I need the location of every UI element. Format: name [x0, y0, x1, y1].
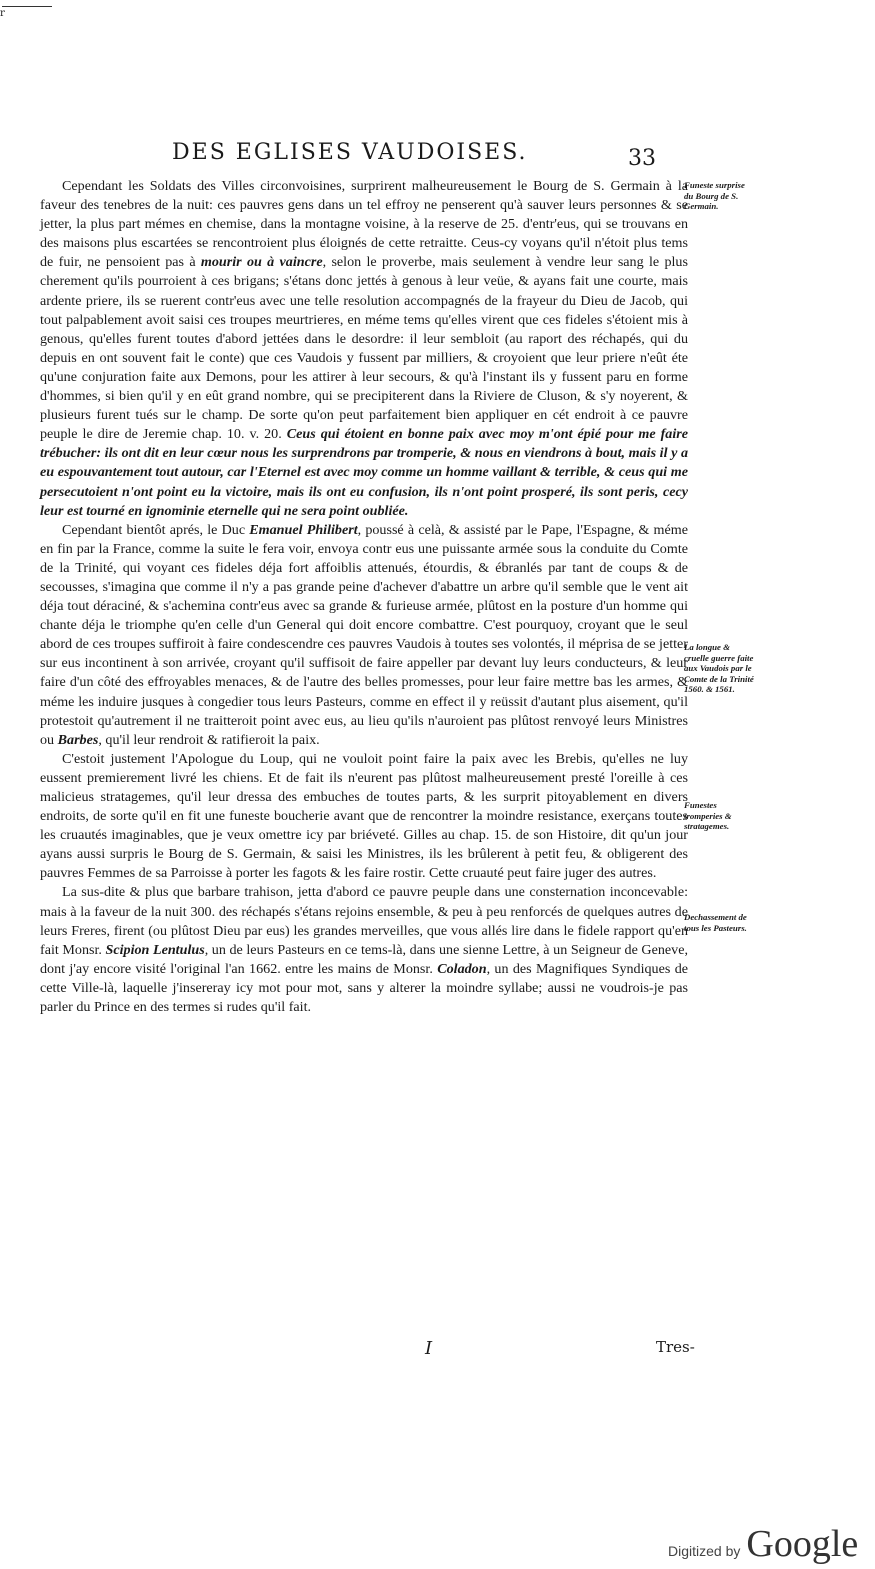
emphasis-text: Coladon [437, 960, 487, 977]
signature-mark: I [425, 1338, 433, 1359]
emphasis-text: Scipion Lentulus [105, 941, 205, 958]
text-run: Cependant les Soldats des Villes circonvoisines, surprirent malheureusement le Bourg de S. Germain à la faveur des tenebres de la nuit: ces pauvres gens dans un tel effroy ne penserent qu'à sauver leurs personnes & se jetter, la plus part mémes en chemise, dans la montagne voisine, à la reserve de 25. d'entr'eus, qui se trouvans en des maisons plus escartées se rencontroient plus éloignés de cette retraitte. Ceus-cy voyans qu'il n'étoit plus tems de fuir, ne pensoient pas à [40, 178, 688, 271]
text-run: , un de leurs Pasteurs en ce tems-là, dans une sienne Lettre, à un Seigneur de Geneve, dont j'ay encore visité l'original l'an 1662. entre les mains de Monsr. [40, 941, 688, 977]
emphasis-text: Barbes [57, 731, 99, 748]
text-run: , un des Magnifiques Syndiques de cette Ville-là, laquelle j'insereray icy mot pour mot, sans y alterer la moindre syllabe; aussi ne voudrois-je pas parler du Prince en des termes si rudes qu'il fait. [40, 960, 688, 1016]
margin-note: Funestes tromperies & stratagemes. [684, 800, 732, 831]
emphasis-text: Ceus qui étoient en bonne paix avec moy m'ont épié pour me faire trébucher: ils ont dit en leur cœur nous les surprendrons par tromperie, & nous en viendrons à bout, mais il y a eu espouvantement tout autour, car l'Eternel est avec moy comme un homme vaillant & terrible, & ceus qui me persecutoient n'ont point eu la victoire, mais ils ont eu confusion, ils n'ont point prosperé, ils sont peris, cecy leur est tourné en ignominie eternelle qui ne sera point oubliée. [40, 426, 688, 519]
watermark-prefix: Digitized by [668, 1543, 741, 1559]
margin-note: La longue & cruelle guerre faite aux Vaudois par le Comte de la Trinité 1560. & 1561. [684, 642, 754, 694]
catchword: Tres- [656, 1338, 695, 1356]
text-run: Cependant bientôt aprés, le Duc [62, 521, 250, 538]
google-watermark [668, 1522, 858, 1566]
text-run: , selon le proverbe, mais seulement à vendre leur sang le plus cherement qu'ils pourroient à ces brigans; s'étans donc jettés à genous à leur veüe, & ayans fait une courte, mais ardente priere, ils se ruerent contr'eus avec une telle resolution accompagnés de la frayeur du Dieu de Jacob, qui tout palpablement avoit saisi ces troupes meurtrieres, en méme tems qu'elles virent que ces fideles s'étoient mis à genous, qu'elles furent toutes d'abord jettées dans le desordre: il leur sembloit (au raport des réchapés, qui du depuis en ont souvent fait le conte) que ces Vaudois y fussent par milliers, & croyoient que leur priere n'eût éte qu'une conjuration faite aux Demons, pour les attirer à leur secours, & qu'à l'instant ils y fussent paru en forme d'hommes, si bien qu'il y en eût grand nombre, qui se precipiterent dans la Riviere de Cluson, & s'y noyerent, & plusieurs furent tués sur le champ. De sorte qu'on peut parfaitement bien appliquer en cét endroit à ce pauvre peuple le dire de Jeremie chap. 10. v. 20. [40, 254, 688, 443]
main-text [40, 177, 688, 1017]
emphasis-text: Emanuel Philibert [249, 521, 358, 538]
paragraph [40, 750, 688, 884]
text-run: , qu'il leur rendroit & ratifieroit la paix. [98, 731, 320, 748]
running-header: DES EGLISES VAUDOISES. [172, 140, 528, 165]
text-run: La sus-dite & plus que barbare trahison, jetta d'abord ce pauvre peuple dans une consternation inconcevable: mais à la faveur de la nuit 300. des réchapés s'étans rejoins ensemble, & peu à peu renforcés de quelques autres de leurs Freres, firent (ou plûtost Dieu par eus) les grandes merveilles, que vous allés lire dans le fidele rapport qu'en fait Monsr. [40, 884, 688, 958]
google-logo: Google [746, 1523, 859, 1565]
paragraph [40, 883, 688, 1017]
page-number: 33 [628, 146, 656, 171]
margin-note: Dechassement de tous les Pasteurs. [684, 912, 747, 933]
text-run: , poussé à celà, & assisté par le Pape, l'Espagne, & méme en fin par la France, comme la suite le fera voir, envoya contr eus une puissante armée sous la conduite du Comte de la Trinité, qui voyant ces fideles déja fort affoiblis attenués, étourdis, & ébranlés par tant de coups & de secousses, s'imagina que comme il n'y a pas grande peine d'achever d'abattre un arbre qu'il semble que le vent ait déja tout déraciné, & s'achemina contr'eus avec sa grande & furieuse armée, plûtost en la posture d'un homme qui chante déja le triomphe qu'en celle d'un General qui doit encore combattre. C'est pourquoy, croyant que le seul abord de ces troupes suffiroit à faire condescendre ces pauvres Vaudois à toutes ses volontés, il méprisa de se jetter sur eus incontinent à son arrivée, croyant qu'il suffisoit de faire appeller par devant luy leurs conducteurs, & leur faire d'un côté des effroyables menaces, & de l'autre des belles promesses, pour leur faire mettre bas les armes, & méme les induire jusques à congedier tous leurs Pasteurs, comme en effect il y reüssit d'autant plus aisement, qu'il protestoit qu'autrement il ne traitteroit point avec eus, au lieu qu'ils n'auroient pas plûtost renvoyé leurs Ministres ou [40, 521, 688, 748]
paragraph [40, 177, 688, 521]
page-corner-rule [2, 6, 52, 7]
emphasis-text: mourir ou à vaincre [200, 254, 323, 271]
corner-mark: r [0, 8, 5, 19]
text-run: C'estoit justement l'Apologue du Loup, qui ne vouloit point faire la paix avec les Brebis, qu'elles ne luy eussent premierement livré les chiens. Et de fait ils n'eurent pas plûtost malheureusement presté l'oreille à ces malicieus stratagemes, qu'il leur dressa des embuches de toutes parts, & les surprit pitoyablement en divers endroits, de sorte qu'il en fit une funeste boucherie avant que de rencontrer la moindre resistance, exerçans toutes les cruautés imaginables, que je veux omettre icy par briéveté. Gilles au chap. 15. de son Histoire, dit qu'un jour ayans aussi surpris le Bourg de S. Germain, & saisi les Ministres, ils les brûlerent à petit feu, & obligerent des pauvres Femmes de sa Parroisse à porter les fagots & les faire rostir. Cette cruauté peut faire juger des autres. [40, 750, 688, 882]
margin-note: Funeste surprise du Bourg de S. Germain. [684, 180, 745, 211]
paragraph [40, 521, 688, 750]
